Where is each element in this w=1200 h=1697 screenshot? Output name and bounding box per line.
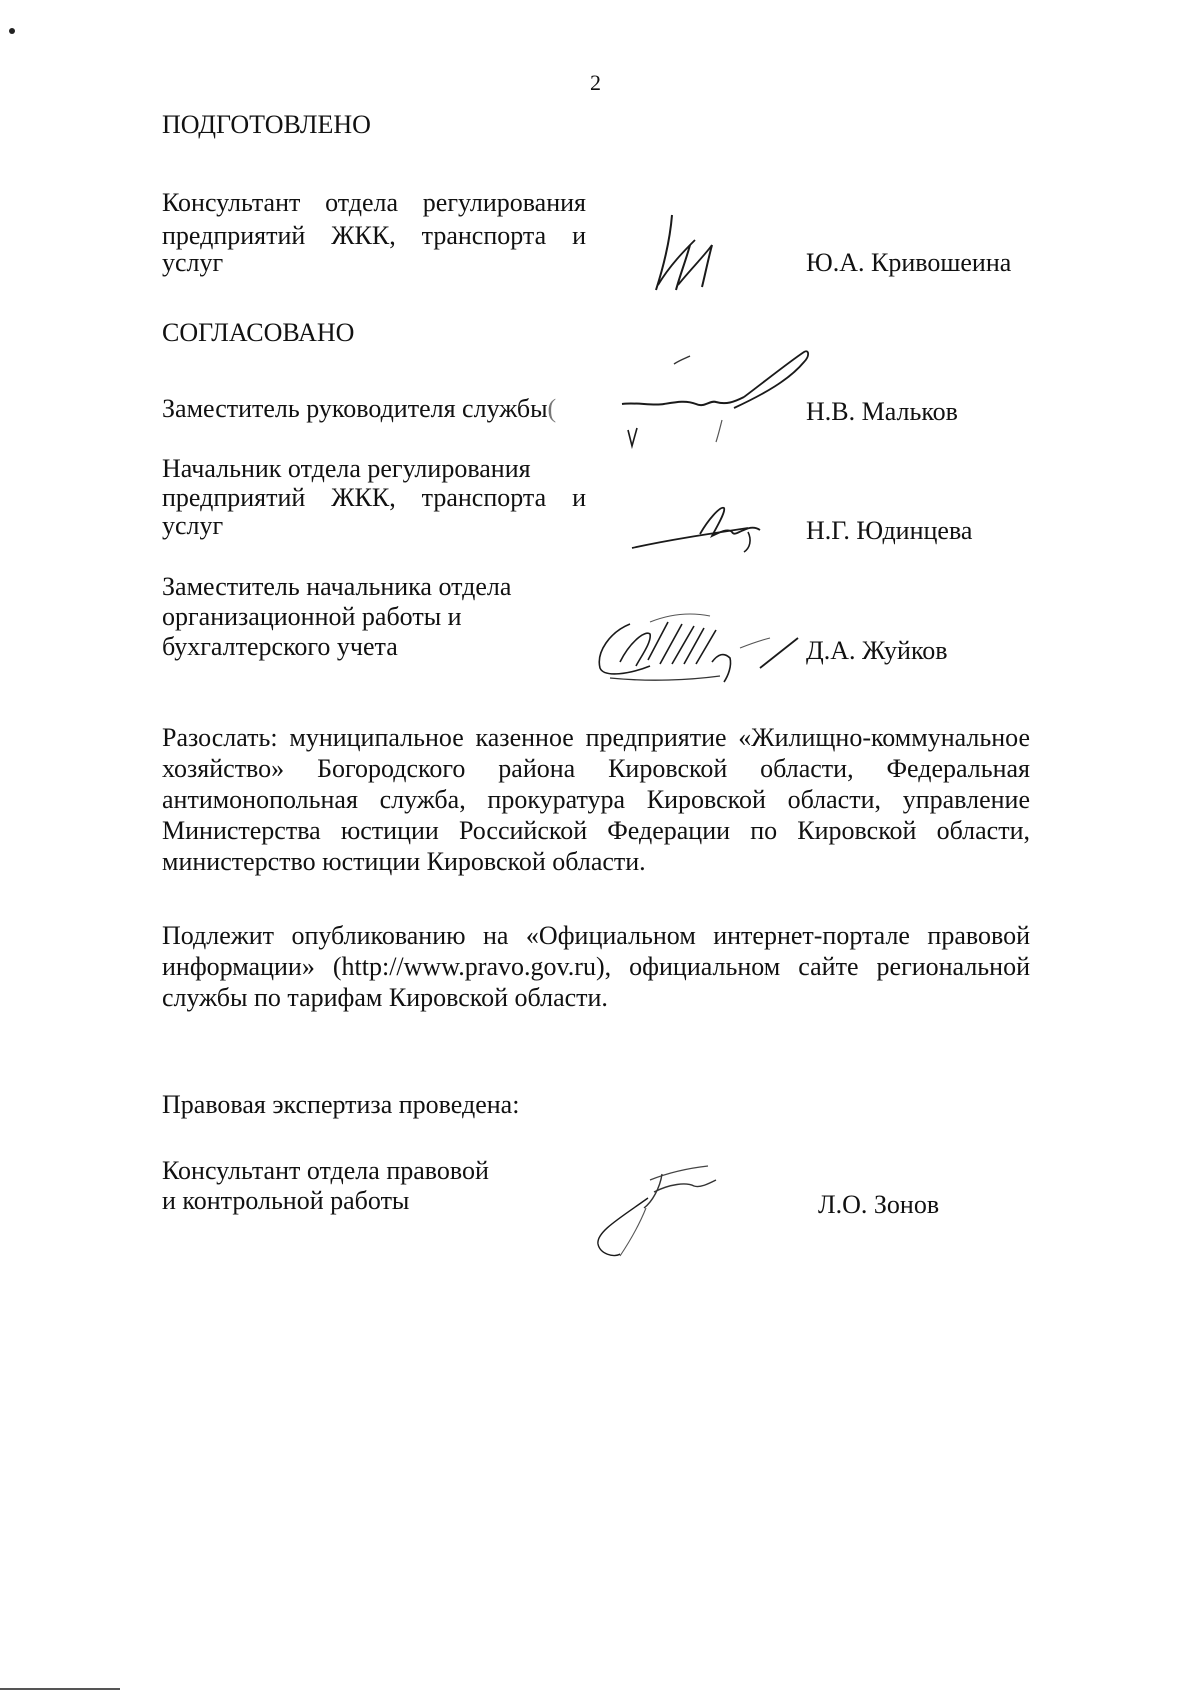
publication-line: Подлежит опубликованию на «Официальном интернет-портале правовой — [162, 921, 1030, 950]
agreed-name-3: Д.А. Жуйков — [806, 636, 948, 665]
scan-edge-line — [0, 1688, 120, 1690]
prepared-position-line: Консультант отдела регулирования — [162, 188, 586, 217]
signature-yudintseva — [628, 498, 778, 558]
prepared-name: Ю.А. Кривошеина — [806, 248, 1012, 277]
prepared-position-line: услуг — [162, 248, 224, 277]
distribution-paragraph — [162, 722, 1030, 877]
agreed-position-line: Заместитель руководителя службы — [162, 394, 548, 423]
legal-review-position-line: Консультант отдела правовой — [162, 1156, 489, 1185]
legal-review-name: Л.О. Зонов — [818, 1190, 940, 1219]
agreed-position-2 — [162, 452, 586, 542]
prepared-heading: ПОДГОТОВЛЕНО — [162, 110, 371, 139]
distribution-line: Разослать: муниципальное казенное предприятие «Жилищно-коммунальное — [162, 723, 1030, 752]
signature-zonov — [590, 1158, 730, 1263]
agreed-position-line: бухгалтерского учета — [162, 632, 398, 661]
agreed-position-3 — [162, 572, 511, 662]
agreed-position-1: Заместитель руководителя службы( — [162, 394, 557, 423]
scan-speck — [9, 28, 15, 34]
publication-paragraph — [162, 920, 1030, 1013]
agreed-name-2: Н.Г. Юдинцева — [806, 516, 973, 545]
distribution-line: антимонопольная служба, прокуратура Кировской области, управление — [162, 785, 1030, 814]
agreed-heading: СОГЛАСОВАНО — [162, 318, 355, 347]
signature-zhuykov — [590, 602, 805, 687]
publication-line: информации» (http://www.pravo.gov.ru), официальном сайте региональной — [162, 952, 1030, 981]
legal-review-heading: Правовая экспертиза проведена: — [162, 1090, 520, 1119]
distribution-line: министерство юстиции Кировской области. — [162, 847, 646, 876]
agreed-position-line: услуг — [162, 511, 224, 540]
agreed-position-line: предприятий ЖКК, транспорта и — [162, 483, 586, 512]
signature-krivosheina — [650, 205, 730, 295]
agreed-position-line: Заместитель начальника отдела — [162, 572, 512, 601]
agreed-position-line: организационной работы и — [162, 602, 462, 631]
publication-line: службы по тарифам Кировской области. — [162, 983, 608, 1012]
legal-review-position — [162, 1156, 489, 1216]
prepared-position-line: предприятий ЖКК, транспорта и — [162, 221, 586, 250]
signature-malkov — [604, 342, 819, 457]
agreed-position-line: Начальник отдела регулирования — [162, 454, 531, 483]
prepared-position — [162, 186, 586, 279]
page-number: 2 — [590, 70, 601, 95]
legal-review-position-line: и контрольной работы — [162, 1186, 410, 1215]
agreed-name-1: Н.В. Мальков — [806, 397, 958, 426]
distribution-line: хозяйство» Богородского района Кировской области, Федеральная — [162, 754, 1030, 783]
distribution-line: Министерства юстиции Российской Федерации по Кировской области, — [162, 816, 1030, 845]
